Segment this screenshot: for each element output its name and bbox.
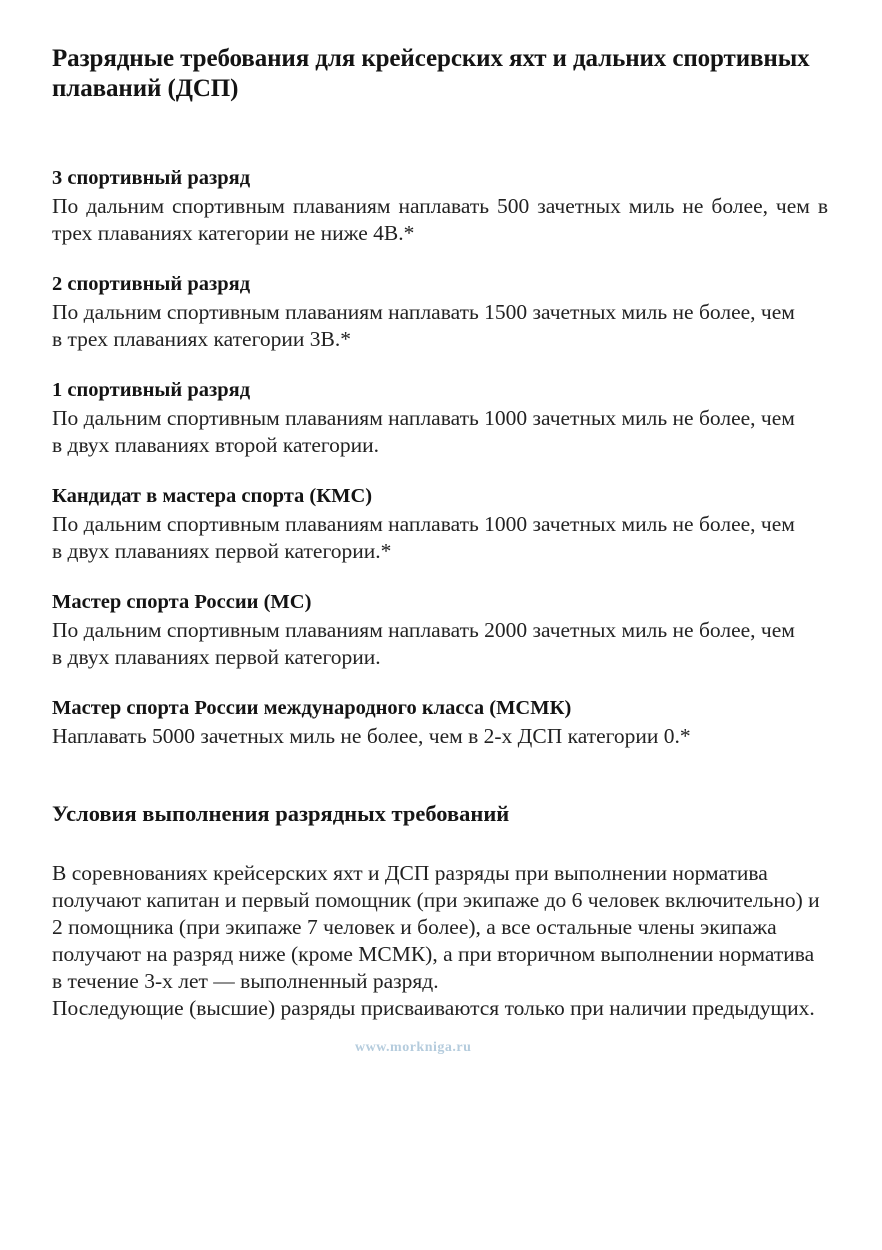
conditions-title: Условия выполнения разрядных требований	[52, 801, 510, 826]
document-page	[52, 44, 828, 1022]
watermark: www.morkniga.ru	[355, 1040, 472, 1055]
requirements-list	[52, 166, 828, 750]
requirement-rank: Мастер спорта России международного класса (МСМК)	[52, 697, 572, 719]
requirement-rank: Кандидат в мастера спорта (КМС)	[52, 485, 373, 507]
conditions-section	[52, 860, 828, 1022]
requirement-text: По дальним спортивным плаваниям наплавать 500 зачетных миль не более, чем в трех плаваниях категории не ниже 4В.*	[52, 194, 828, 245]
requirement-rank: 2 спортивный разряд	[52, 273, 251, 295]
requirement-item	[52, 378, 828, 459]
requirement-rank: 1 спортивный разряд	[52, 379, 251, 401]
requirement-text: По дальним спортивным плаваниям наплавать 1500 зачетных миль не более, чем в трех плаваниях категории 3В.*	[52, 300, 795, 351]
requirement-text: По дальним спортивным плаваниям наплавать 1000 зачетных миль не более, чем в двух плаваниях первой категории.*	[52, 512, 795, 563]
requirement-item	[52, 166, 828, 247]
requirement-item	[52, 272, 828, 353]
requirement-text: Наплавать 5000 зачетных миль не более, чем в 2-х ДСП категории 0.*	[52, 724, 691, 748]
requirement-rank: Мастер спорта России (МС)	[52, 591, 312, 613]
requirement-item	[52, 590, 828, 671]
conditions-paragraph: В соревнованиях крейсерских яхт и ДСП разряды при выполнении норматива получают капитан и первый помощник (при экипаже до 6 человек включительно) и 2 помощника (при экипаже 7 человек и более), а все остальные члены экипажа получают на разряд ниже (кроме МСМК), а при вторичном выполнении норматива в течение 3-х лет — выполненный разряд.	[52, 861, 820, 993]
conditions-paragraph: Последующие (высшие) разряды присваиваются только при наличии предыдущих.	[52, 996, 815, 1020]
requirement-text: По дальним спортивным плаваниям наплавать 1000 зачетных миль не более, чем в двух плаваниях второй категории.	[52, 406, 795, 457]
document-title: Разрядные требования для крейсерских яхт и дальних спортивных плаваний (ДСП)	[52, 45, 810, 102]
requirement-item	[52, 484, 828, 565]
requirement-item	[52, 696, 828, 750]
requirement-text: По дальним спортивным плаваниям наплавать 2000 зачетных миль не более, чем в двух плаваниях первой категории.	[52, 618, 795, 669]
requirement-rank: 3 спортивный разряд	[52, 167, 251, 189]
